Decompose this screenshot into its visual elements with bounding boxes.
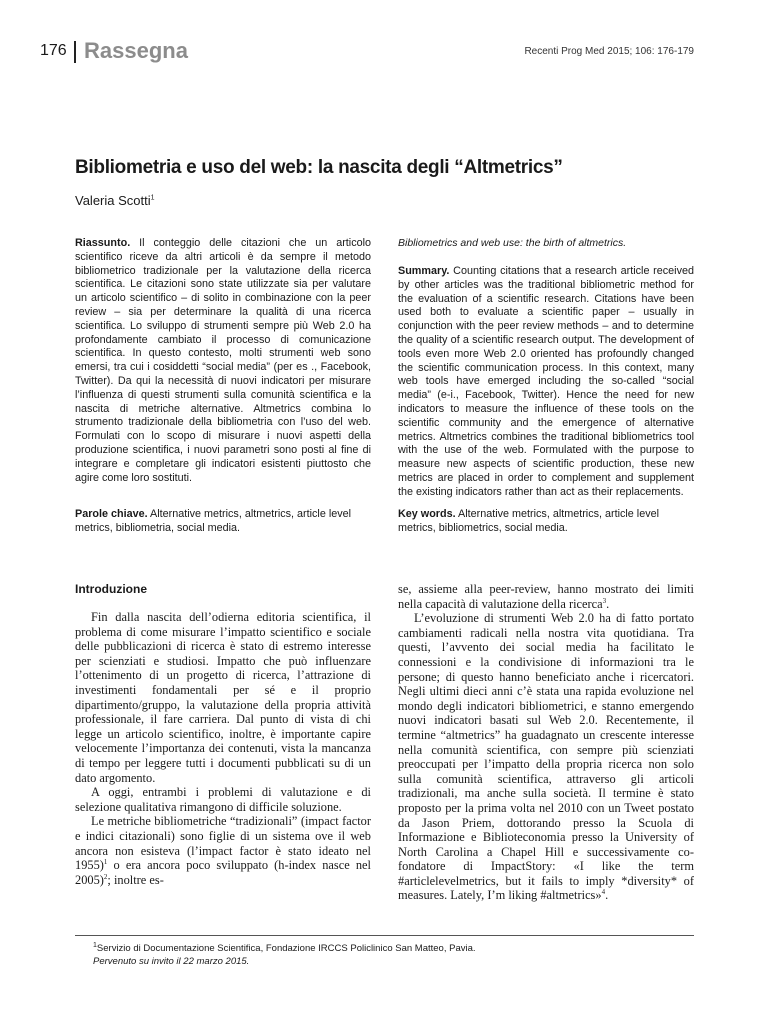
body-text: Le metriche bibliometriche “tradizionali” (impact factor e indici citazionali) sono figlie di un sistema ove il web ancora non esisteva (l’impact factor è stato ideato nel 1955) bbox=[75, 814, 371, 873]
abstract-english bbox=[398, 265, 694, 500]
footnote-marker: 1 bbox=[93, 941, 97, 949]
body-text: ; inoltre es- bbox=[107, 872, 164, 887]
abstract-italian-text: Il conteggio delle citazioni che un articolo scientifico riceve da altri articoli è da sempre il metodo bibliometrico tradizionale per la valutazione della ricerca scientifica. Le citazioni sono state utilizzate sia per valutare un articolo scientifico – di solito in combinazione con la peer review – sia per determinare la qualità di una ricerca scientifica. Lo sviluppo di strumenti sempre più Web 2.0 ha profondamente cambiato il processo di comunicazione scientifica. In questo contesto, molti strumenti web sono emersi, tra cui i cosiddetti “social media” (per es ., Facebook, Twitter). Da qui la necessità di nuovi indicatori per misurare l’influenza di questi strumenti sulla comunità scientifica e la nascita di metriche alternative. Altmetrics combina lo strumento tradizionale della bibliometria con l’uso del web. Formulati con lo scopo di misurare i nuovi aspetti della produzione scientifica, i nuovi parametri sono posti al fine di integrare e completare gli indicatori esistenti piuttosto che agire come loro sostituti. bbox=[75, 237, 372, 484]
abstract-italian-label: Riassunto. bbox=[75, 237, 131, 249]
keywords-italian bbox=[75, 508, 371, 536]
keywords-italian-text: Alternative metrics, altmetrics, article level metrics, bibliometria, social media. bbox=[75, 508, 352, 534]
introduction-heading: Introduzione bbox=[75, 582, 147, 596]
page-number: 176 bbox=[40, 42, 67, 59]
citation-marker: 4 bbox=[601, 888, 606, 897]
keywords-english-label: Key words. bbox=[398, 508, 456, 520]
section-name: Rassegna bbox=[84, 38, 188, 63]
body-text: . bbox=[605, 888, 609, 903]
body-paragraph bbox=[75, 814, 371, 887]
body-text: o era ancora poco sviluppato (h-index nasce nel 2005) bbox=[75, 858, 371, 887]
abstract-italian bbox=[75, 237, 371, 485]
footnote-affiliation-text: Servizio di Documentazione Scientifica, Fondazione IRCCS Policlinico San Matteo, Pavia. bbox=[96, 943, 476, 954]
citation-marker: 1 bbox=[103, 857, 108, 866]
citation-marker: 3 bbox=[602, 596, 607, 605]
footnote bbox=[93, 943, 693, 968]
footnote-affiliation bbox=[93, 943, 693, 956]
body-text: L’evoluzione di strumenti Web 2.0 ha di fatto portato cambiamenti radicali nella nostra vita quotidiana. Tra questi, l’avvento dei social media ha facilitato le connessioni e la condivisione di informazioni tra le persone; di questo hanno beneficiato anche i ricercatori. Negli ultimi dieci anni c’è stata una rapida evoluzione nel mondo degli indicatori bibliometrici, e stanno emergendo nuovi indicatori basati sul Web 2.0. Recentemente, il termine “altmetrics” ha guadagnato un crescente interesse nella comunità scientifica, con sempre più scienziati preoccupati per l’impatto della propria ricerca non solo sulla comunità scientifica, attraverso gli articoli tradizionali, ma anche sulla società. Il termine è stato proposto per la prima volta nel 2010 con un Tweet postato da Jason Priem, dottorando presso la Scuola di Informazione e Biblioteconomia presso la University of North Carolina a Chapel Hill e successivamente co-fondatore di ImpactStory: «I like the term #articlelevelmetrics, but it fails to imply *diversity* of measures. Lately, I’m liking #altmetrics» bbox=[398, 611, 694, 903]
keywords-italian-label: Parole chiave. bbox=[75, 508, 148, 520]
header-divider bbox=[74, 41, 76, 63]
abstract-english-label: Summary. bbox=[398, 265, 450, 277]
footnote-rule bbox=[75, 935, 694, 936]
keywords-english bbox=[398, 508, 694, 536]
page-header bbox=[40, 40, 694, 70]
abstract-english-text: Counting citations that a research article received by other articles was the traditional bibliometric method for the evaluation of a scientific research. Citations have been used both to evaluate a scientific paper – usually in conjunction with the peer review methods – and to determine the quality of a scientific research output. The development of tools even more Web 2.0 oriented has profoundly changed the scientific communication process. In this context, many web tools have emerged including the so-called “social media” (e-i., Facebook, Twitter). Hence the need for new indicators to measure the influence of these tools on the scientific community and the emergence of alternative metrics. Altmetrics combines the traditional bibliometrics tool with the use of the web. Formulated with the purpose to measure new aspects of scientific production, these new metrics are placed in order to complement and supplement the existing indicators rather than act as their replacements. bbox=[398, 265, 694, 498]
abstract-english-title: Bibliometrics and web use: the birth of altmetrics. bbox=[398, 237, 627, 249]
keywords-english-text: Alternative metrics, altmetrics, article level metrics, bibliometrics, social media. bbox=[398, 508, 660, 534]
journal-reference: Recenti Prog Med 2015; 106: 176-179 bbox=[524, 46, 694, 57]
body-text: se, assieme alla peer-review, hanno mostrato dei limiti nella capacità di valutazione della ricerca bbox=[398, 582, 694, 611]
body-text: . bbox=[606, 596, 610, 611]
body-paragraph: A oggi, entrambi i problemi di valutazione e di selezione qualitativa rimangono di difficile soluzione. bbox=[75, 785, 371, 814]
author-name: Valeria Scotti bbox=[75, 193, 151, 208]
body-paragraph bbox=[398, 611, 694, 903]
author-affiliation-marker: 1 bbox=[150, 194, 155, 202]
footnote-received: Pervenuto su invito il 22 marzo 2015. bbox=[93, 955, 250, 967]
author-line bbox=[75, 193, 155, 208]
body-paragraph bbox=[398, 582, 694, 611]
article-title: Bibliometria e uso del web: la nascita degli “Altmetrics” bbox=[75, 157, 563, 178]
body-column-right bbox=[398, 582, 694, 903]
body-column-left bbox=[75, 610, 371, 887]
body-paragraph: Fin dalla nascita dell’odierna editoria scientifica, il problema di come misurare l’impatto scientifico e sociale delle pubblicazioni di ricerca è stato di estremo interesse per scienziati e studiosi. Impatto che può influenzare l’ottenimento di un progetto di ricerca, l’attrazione di investimenti fondamentali per sé e il proprio dipartimento/gruppo, la valutazione della propria attività professionale, il fare carriera. Dal punto di vista di chi legge un articolo scientifico, inoltre, è importante capire velocemente l’importanza dei contenuti, vista la mancanza di tempo per leggere tutti i documenti pubblicati su di un dato argomento. bbox=[75, 610, 371, 785]
citation-marker: 2 bbox=[103, 872, 108, 881]
